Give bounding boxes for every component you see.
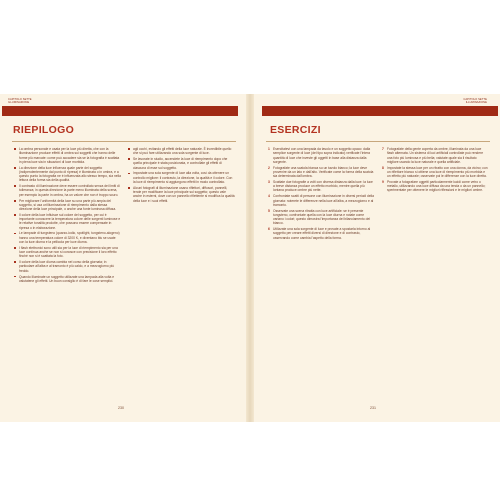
exercise-text: Osservate una scena ritratta con luce artificiale: se è presente tungsteno, confrontate quella con la luce diurna e notate come variano i colori; questo dimostra l'importanza del bilanciamento del bianco. [273,208,371,226]
exercise-text: Confrontate scatti di persone con illuminazione in diversi periodi della giornata: noterete le differenze nella luce all'alba, a mezzogiorno e al tramonto. [273,194,374,207]
exercise-item [268,194,375,207]
exercise-number: 1 [268,147,270,151]
exercise-number: 6 [268,227,270,232]
chapter-topic: ILLUMINAZIONE [465,101,487,104]
exercise-item [382,166,489,179]
summary-bullet [14,184,121,197]
summary-bullet [14,213,121,230]
summary-bullet [128,186,235,203]
bullet-text: Alcuni fotografi di illuminazione usano riflettori, diffusori, pannelli, tende per modificare la luce principale sul soggetto; questo vale anche in esterni, dove con un pannello riflettente si modifica la qualità della luce e i suoi effetti. [133,185,235,203]
bullet-text: Il contrasto di illuminazione deve essere controllato senza dei limiti di tolleranza; in questa direzione la parte meno illuminata della scena, per esempio la parte in ombra, ha un valore che non è troppo scuro. [19,184,120,197]
exercise-text: Utilizzate una sola sorgente di luce e provate a spostarla intorno al soggetto per creare effetti diversi di direzione e di contrasto, osservando come cambia l'aspetto della forma. [273,227,371,240]
summary-bullet [128,157,235,170]
summary-bullet [14,260,121,273]
bullet-marker [14,276,16,278]
bullet-marker [14,247,16,249]
bullet-marker [14,148,16,150]
title-divider [266,141,490,142]
summary-bullet [14,246,121,259]
bullet-text: Per migliorare l'uniformità della luce su una parte più ampia del soggetto, si usa un'illuminazione di riempimento dalla stessa direzione della luce principale, o anche una fonte luminosa diffusa. [19,198,117,212]
bullet-marker [128,187,130,189]
title-divider [12,141,236,142]
exercise-item [382,180,489,193]
bullet-marker [128,148,130,150]
exercise-number: 9 [382,179,384,184]
page-number: 230 [118,406,124,410]
chapter-topic: ILLUMINAZIONE [8,101,30,104]
bullet-text: La direzione della luce influenza quale parte del soggetto (indipendentemente dal punto di ripresa) è illuminata o in ombra, e a questo punto la fotografia ne è influenzata allo stesso tempo, sia nella lettura della forma sia della qualità. [19,165,121,183]
exercise-number: 5 [268,208,270,213]
exercise-number: 7 [382,147,384,151]
exercise-number: 4 [268,194,270,199]
exercise-text: Fotografate della gente coperta da ombre, illuminata da una luce flash alternata. Un sistema di luci artificiali controllate può rendere una foto più luminosa e più bella; valutate quale sia il risultato migliore usando la luce naturale e quella artificiale. [387,147,484,164]
exercise-item [268,147,375,164]
bullet-marker [14,185,16,187]
summary-column-1 [14,147,121,285]
summary-bullet [128,171,235,184]
exercise-item [268,166,375,179]
exercise-column-2 [382,147,489,194]
bullet-text: I flash elettronici sono utili sia per la luce di riempimento sia per una luce continua anche se non si conosce con precisione il loro effetto finché non si è scattata la foto. [19,245,118,259]
exercise-text: Fotografate una scatola bianca su un tavolo bianco; la luce deve provenire da un lato e dall'alto. Verificate come la forma della scatola sia determinata dall'ombra. [273,165,374,179]
bullet-text: agli occhi, evitando gli effetti della luce naturale. È incredibile quello che si può fare utilizzando una sola sorgente di luce. [133,147,232,156]
page-title: ESERCIZI [270,124,321,136]
exercise-text: Impostate la stessa luce per un ritratto con una donna, da vicino; con un riflettore bianco si ottiene una luce di riempimento più morbida e un effetto più naturale; osservate poi le differenze con la luce diretta. [387,165,488,179]
bullet-text: Le lampade di tungsteno (quarzo-iodio, spotlight, tungsteno-alogeno) hanno una temperatura colore di 3200 K, e diventano blu se usate con la luce diurna e la pellicola per luce diurna. [19,231,120,244]
exercise-item [268,180,375,193]
summary-bullet [14,147,121,164]
chapter-breadcrumb [427,98,487,104]
bullet-text: Il colore della luce influisce sul colore del soggetto, per cui è importante conoscere la temperatura colore delle sorgenti luminose e le relative tonalità prodotte, che possono essere compensate in ripresa o in elaborazione. [19,212,121,230]
bullet-text: Se lavorate in studio, accendete la luce di riempimento dopo che quella principale è stata posizionata, e controllate gli effetti di ciascuna di esse sul soggetto. [133,157,228,170]
left-page [0,94,248,422]
book-spread [0,94,500,422]
chapter-breadcrumb [8,98,68,104]
bullet-marker [128,158,130,160]
bullet-marker [14,200,16,202]
exercise-number: 2 [268,165,270,170]
summary-bullet [14,275,121,284]
exercise-column-1 [268,147,375,242]
bullet-marker [14,233,16,235]
exercise-text: Scattate due fotografie a volti con diversa distanza dalla luce: la luce a breve distanza produce un effetto morbido, mentre quella più lontana produce ombre più nette. [273,179,373,193]
exercise-number: 3 [268,179,270,184]
header-band [262,106,498,116]
bullet-text: Impostate una sola sorgente di luce alla volta, così da ottenere un controllo migliore: il contrasto, la direzione, la qualità e il colore. Con la luce di riempimento si aggiungono effetti in modo controllato. [133,171,233,184]
summary-bullet [14,231,121,244]
bullet-text: Il colore della luce diurna cambia nel corso della giornata; in particolare all'alba e al tramonto è più caldo, e a mezzogiorno più freddo. [19,260,115,273]
summary-column-2 [128,147,235,204]
header-band [2,106,238,116]
bullet-text: Quando illuminate un soggetto utilizzate una lampada alla volta e valutatene gli effetti. Un buon consiglio è di fare le cose semplici. [19,274,115,283]
chapter-label: CAPITOLO SETTE [463,98,487,101]
bullet-marker [14,261,16,263]
chapter-label: CAPITOLO SETTE [8,98,32,101]
summary-bullet [14,166,121,183]
exercise-text: Provate a fotografare oggetti particolarmente lucidi come vetro o metallo, utilizzando una luce diffusa da una tenda o da un pannello; sperimentate per ottenere le migliori riflessioni e le migliori ombre. [387,179,486,193]
exercise-item [268,227,375,240]
bullet-text: La ombra personale e usata per la luce più diretta, che con la illuminazione produce effetti di ombra sui soggetti che hanno delle forme più marcate: come può accadere sia se la fotografia è scattata in piena luce sia in situazioni di luce morbida. [19,147,120,164]
bullet-marker [14,167,16,169]
exercise-number: 8 [382,165,384,170]
exercise-item [382,147,489,164]
summary-bullet [14,199,121,212]
exercise-text: Esercitatevi con una lampada da tavolo e un soggetto opaco: dalla semplice sorgente di luce (del tipo sopra indicato) verificate l'intera quantità di luce che investe gli oggetti in base alla distanza dalla sorgente. [273,147,371,164]
page-title: RIEPILOGO [13,124,75,136]
right-page [252,94,500,422]
exercise-item [268,209,375,226]
bullet-marker [128,173,130,175]
page-number: 231 [370,406,376,410]
summary-bullet [128,147,235,156]
bullet-marker [14,214,16,216]
